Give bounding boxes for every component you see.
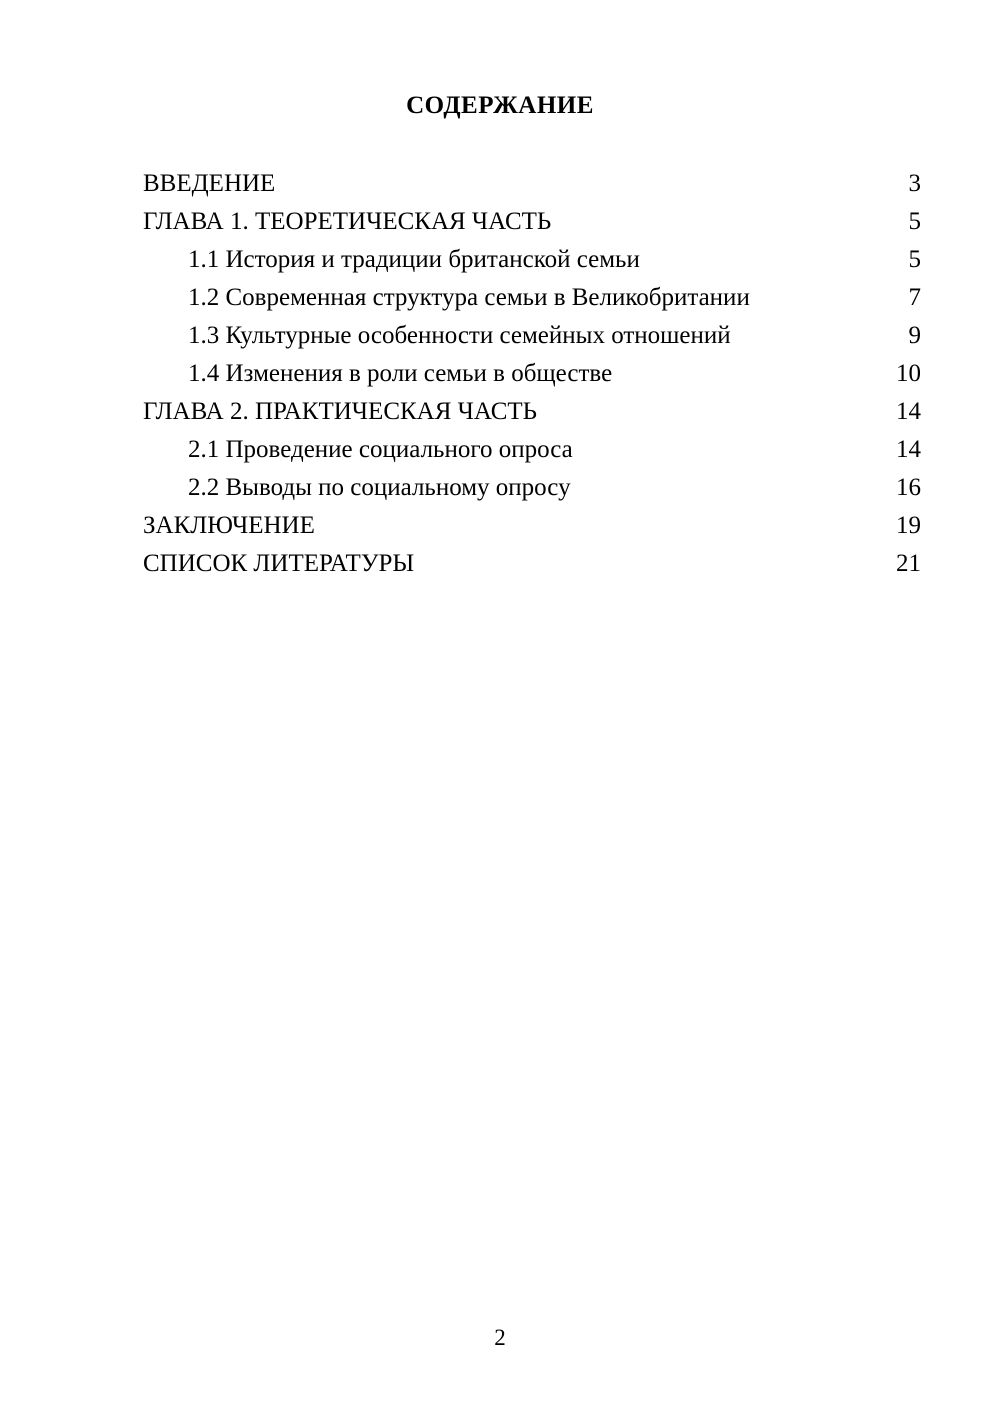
toc-entry[interactable]	[143, 165, 921, 203]
toc-entry[interactable]	[143, 545, 921, 583]
toc-entry[interactable]	[143, 241, 921, 279]
toc-entry-label: 2.2 Выводы по социальному опросу	[188, 474, 571, 501]
toc-entry-page: 16	[896, 474, 921, 501]
toc-entry[interactable]	[143, 469, 921, 507]
toc-entry-label: ГЛАВА 2. ПРАКТИЧЕСКАЯ ЧАСТЬ	[143, 398, 538, 425]
toc-entry-page: 3	[908, 170, 921, 197]
toc-entry[interactable]	[143, 431, 921, 469]
toc-entry-page: 14	[896, 436, 921, 463]
table-of-contents	[143, 165, 921, 583]
toc-entry[interactable]	[143, 317, 921, 355]
toc-entry-page: 5	[908, 246, 921, 273]
toc-entry-label: ЗАКЛЮЧЕНИЕ	[143, 512, 315, 539]
toc-entry-label: ГЛАВА 1. ТЕОРЕТИЧЕСКАЯ ЧАСТЬ	[143, 208, 552, 235]
toc-entry-label: 2.1 Проведение социального опроса	[188, 436, 573, 463]
toc-entry[interactable]	[143, 507, 921, 545]
toc-entry-page: 14	[896, 398, 921, 425]
toc-entry-page: 5	[908, 208, 921, 235]
toc-entry-page: 7	[908, 284, 921, 311]
toc-entry-label: 1.3 Культурные особенности семейных отношений	[188, 322, 731, 349]
toc-entry[interactable]	[143, 355, 921, 393]
toc-entry[interactable]	[143, 203, 921, 241]
toc-entry-label: 1.4 Изменения в роли семьи в обществе	[188, 360, 613, 387]
toc-entry[interactable]	[143, 393, 921, 431]
toc-entry[interactable]	[143, 279, 921, 317]
toc-entry-label: ВВЕДЕНИЕ	[143, 170, 276, 197]
toc-entry-page: 19	[896, 512, 921, 539]
toc-entry-label: СПИСОК ЛИТЕРАТУРЫ	[143, 550, 415, 577]
page-footer-number: 2	[494, 1325, 506, 1350]
toc-entry-page: 10	[896, 360, 921, 387]
toc-entry-page: 21	[896, 550, 921, 577]
page-title: СОДЕРЖАНИЕ	[406, 92, 594, 119]
toc-entry-label: 1.2 Современная структура семьи в Великобритании	[188, 284, 750, 311]
toc-entry-page: 9	[908, 322, 921, 349]
toc-entry-label: 1.1 История и традиции британской семьи	[188, 246, 640, 273]
